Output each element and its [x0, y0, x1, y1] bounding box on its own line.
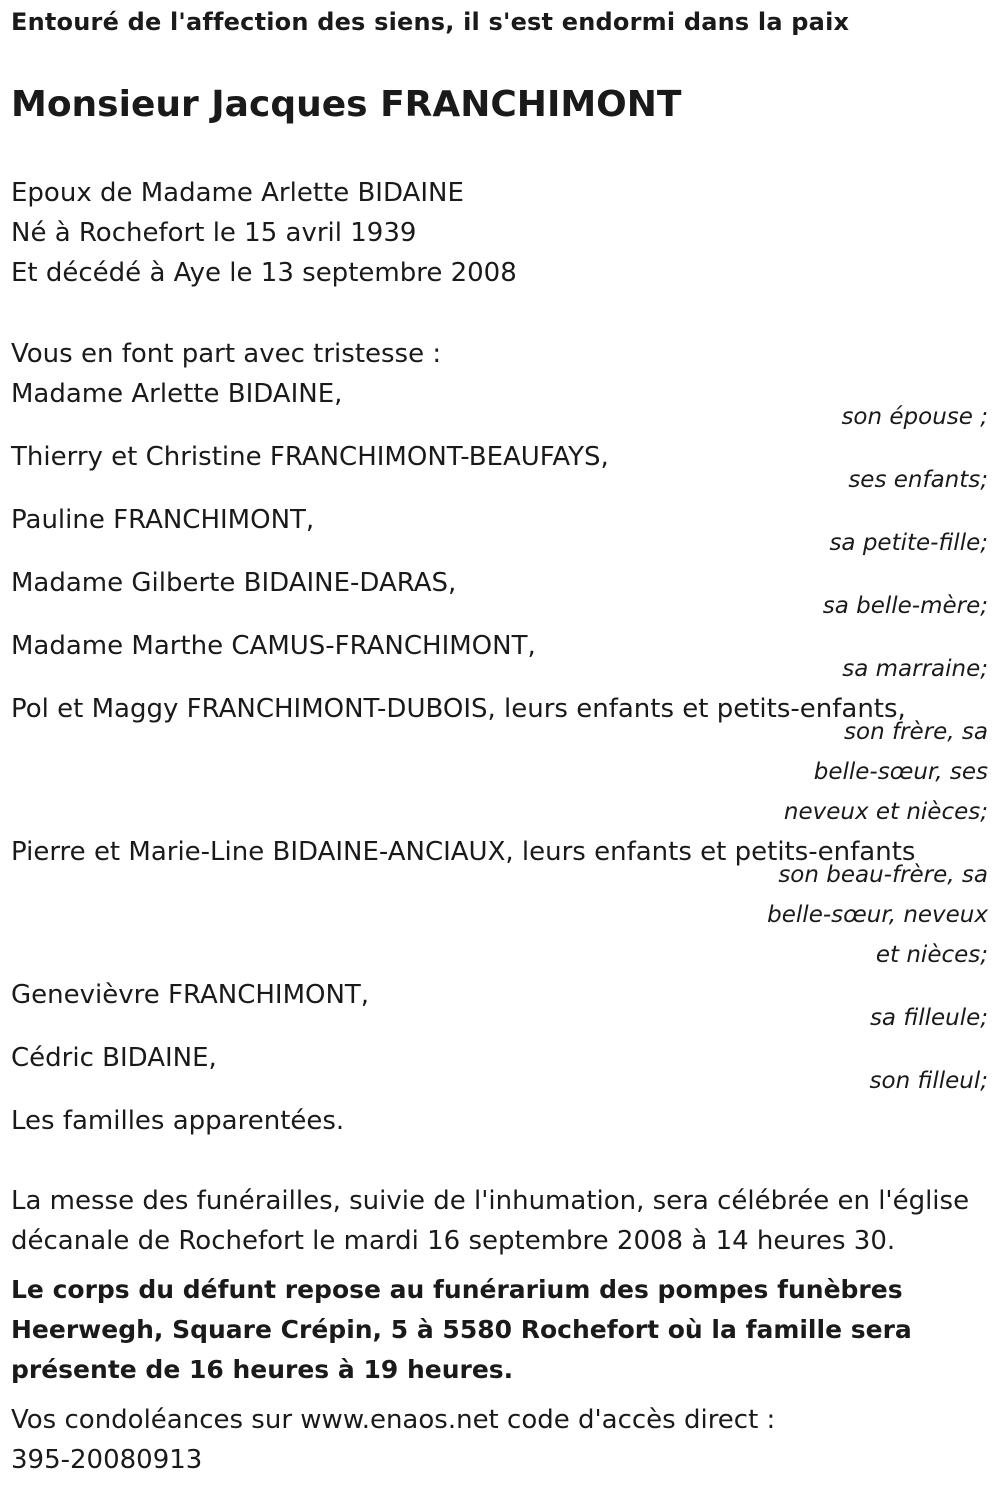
- family-role: ses enfants;: [848, 467, 988, 493]
- family-role: son beau-frère, sa: [778, 862, 988, 888]
- related-families: Les familles apparentées.: [11, 1106, 345, 1136]
- family-name: Pauline FRANCHIMONT,: [11, 505, 315, 535]
- family-role: son épouse ;: [841, 404, 988, 430]
- family-name: Genevièvre FRANCHIMONT,: [11, 980, 370, 1010]
- spouse-line: Epoux de Madame Arlette BIDAINE: [11, 178, 464, 208]
- family-role: sa marraine;: [842, 656, 988, 682]
- family-name: Thierry et Christine FRANCHIMONT-BEAUFAYS,: [11, 442, 609, 472]
- family-role: belle-sœur, neveux: [767, 902, 988, 928]
- family-role: sa filleule;: [869, 1005, 988, 1031]
- family-name: Pol et Maggy FRANCHIMONT-DUBOIS, leurs enfants et petits-enfants,: [11, 694, 906, 724]
- condolences-text: Vos condoléances sur www.enaos.net code d'accès direct :: [11, 1405, 776, 1435]
- condolences-code: 395-20080913: [11, 1445, 203, 1475]
- family-name: Pierre et Marie-Line BIDAINE-ANCIAUX, leurs enfants et petits-enfants: [11, 837, 916, 867]
- family-name: Madame Marthe CAMUS-FRANCHIMONT,: [11, 631, 536, 661]
- family-name: Madame Arlette BIDAINE,: [11, 379, 343, 409]
- family-role: belle-sœur, ses: [813, 759, 988, 785]
- death-line: Et décédé à Aye le 13 septembre 2008: [11, 258, 517, 288]
- family-role: son filleul;: [869, 1068, 988, 1094]
- deceased-name: Monsieur Jacques FRANCHIMONT: [11, 84, 682, 125]
- family-name: Cédric BIDAINE,: [11, 1043, 217, 1073]
- family-name: Madame Gilberte BIDAINE-DARAS,: [11, 568, 457, 598]
- intro-heading: Entouré de l'affection des siens, il s'est endormi dans la paix: [11, 8, 850, 36]
- family-role: sa petite-fille;: [829, 530, 988, 556]
- announcement-line: Vous en font part avec tristesse :: [11, 339, 442, 369]
- family-role: et nièces;: [875, 942, 988, 968]
- family-role: son frère, sa: [844, 719, 988, 745]
- family-role: sa belle-mère;: [822, 593, 988, 619]
- viewing-text: Le corps du défunt repose au funérarium des pompes funèbres Heerwegh, Square Crépin, 5 à 5580 Rochefort où la famille sera présente de 16 heures à 19 heures.: [11, 1275, 912, 1384]
- funeral-mass-text: La messe des funérailles, suivie de l'inhumation, sera célébrée en l'église décanale de Rochefort le mardi 16 septembre 2008 à 14 heures 30.: [11, 1186, 970, 1256]
- family-role: neveux et nièces;: [783, 799, 988, 825]
- birth-line: Né à Rochefort le 15 avril 1939: [11, 218, 417, 248]
